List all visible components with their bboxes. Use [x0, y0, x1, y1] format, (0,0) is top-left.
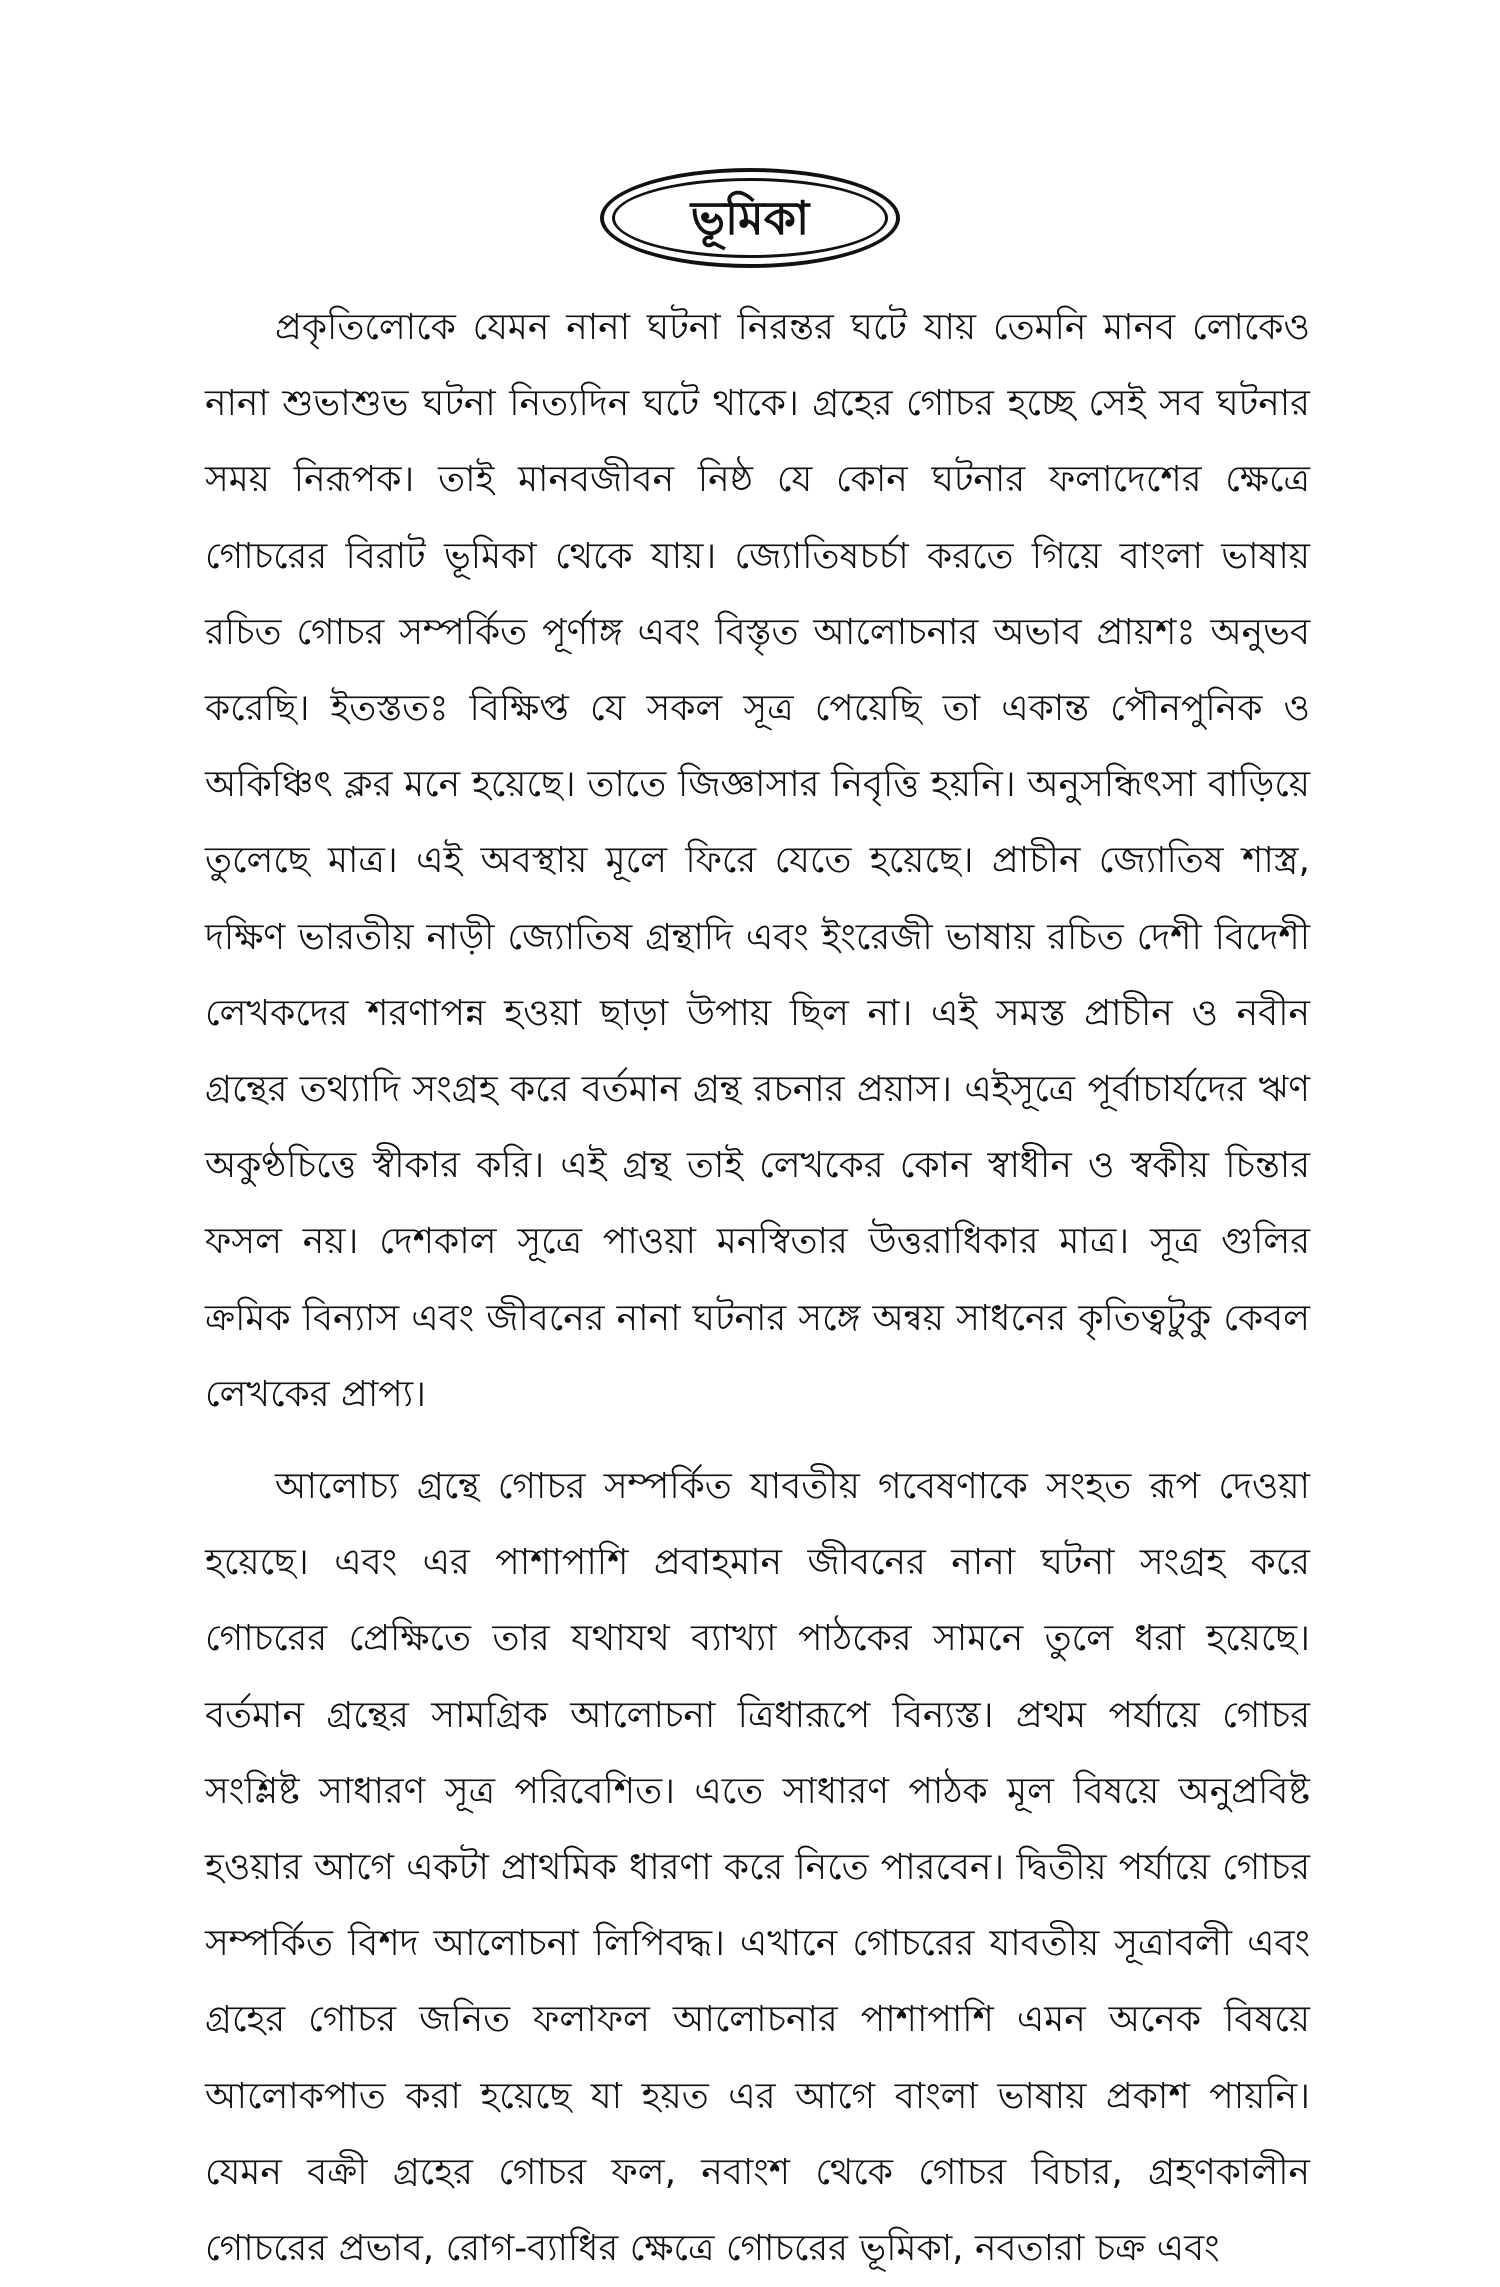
paragraph-1: প্রকৃতিলোকে যেমন নানা ঘটনা নিরন্তর ঘটে যায় তেমনি মানব লোকেও নানা শুভাশুভ ঘটনা নিত্যদিন ঘটে থাকে। গ্রহের গোচর হচ্ছে সেই সব ঘটনার সময় নিরূপক। তাই মানবজীবন নিষ্ঠ যে কোন ঘটনার ফলাদেশের ক্ষেত্রে গোচরের বিরাট ভূমিকা থেকে যায়। জ্যোতিষচর্চা করতে গিয়ে বাংলা ভাষায় রচিত গোচর সম্পর্কিত পূর্ণাঙ্গ এবং বিস্তৃত আলোচনার অভাব প্রায়শঃ অনুভব করেছি। ইতস্ততঃ বিক্ষিপ্ত যে সকল সূত্র পেয়েছি তা একান্ত পৌনপুনিক ও অকিঞ্চিৎ ক্লর মনে হয়েছে। তাতে জিজ্ঞাসার নিবৃত্তি হয়নি। অনুসন্ধিৎসা বাড়িয়ে তুলেছে মাত্র। এই অবস্থায় মূলে ফিরে যেতে হয়েছে। প্রাচীন জ্যোতিষ শাস্ত্র, দক্ষিণ ভারতীয় নাড়ী জ্যোতিষ গ্রন্থাদি এবং ইংরেজী ভাষায় রচিত দেশী বিদেশী লেখকদের শরণাপন্ন হওয়া ছাড়া উপায় ছিল না। এই সমস্ত প্রাচীন ও নবীন গ্রন্থের তথ্যাদি সংগ্রহ করে বর্তমান গ্রন্থ রচনার প্রয়াস। এইসূত্রে পূর্বাচার্যদের ঋণ অকুণ্ঠচিত্তে স্বীকার করি। এই গ্রন্থ তাই লেখকের কোন স্বাধীন ও স্বকীয় চিন্তার ফসল নয়। দেশকাল সূত্রে পাওয়া মনস্বিতার উত্তরাধিকার মাত্র। সূত্র গুলির ক্রমিক বিন্যাস এবং জীবনের নানা ঘটনার সঙ্গে অন্বয় সাধনের কৃতিত্বটুকু কেবল লেখকের প্রাপ্য। — [205, 307, 1310, 1415]
body-text — [205, 290, 1310, 2287]
paragraph-2: আলোচ্য গ্রন্থে গোচর সম্পর্কিত যাবতীয় গবেষণাকে সংহত রূপ দেওয়া হয়েছে। এবং এর পাশাপাশি প্রবাহমান জীবনের নানা ঘটনা সংগ্রহ করে গোচরের প্রেক্ষিতে তার যথাযথ ব্যাখ্যা পাঠকের সামনে তুলে ধরা হয়েছে। বর্তমান গ্রন্থের সামগ্রিক আলোচনা ত্রিধারূপে বিন্যস্ত। প্রথম পর্যায়ে গোচর সংশ্লিষ্ট সাধারণ সূত্র পরিবেশিত। এতে সাধারণ পাঠক মূল বিষয়ে অনুপ্রবিষ্ট হওয়ার আগে একটা প্রাথমিক ধারণা করে নিতে পারবেন। দ্বিতীয় পর্যায়ে গোচর সম্পর্কিত বিশদ আলোচনা লিপিবদ্ধ। এখানে গোচরের যাবতীয় সূত্রাবলী এবং গ্রহের গোচর জনিত ফলাফল আলোচনার পাশাপাশি এমন অনেক বিষয়ে আলোকপাত করা হয়েছে যা হয়ত এর আগে বাংলা ভাষায় প্রকাশ পায়নি। যেমন বক্রী গ্রহের গোচর ফল, নবাংশ থেকে গোচর বিচার, গ্রহণকালীন গোচরের প্রভাব, রোগ-ব্যাধির ক্ষেত্রে গোচরের ভূমিকা, নবতারা চক্র এবং — [205, 1466, 1310, 2270]
page-title: ভূমিকা — [690, 191, 810, 245]
title-frame — [600, 168, 900, 268]
